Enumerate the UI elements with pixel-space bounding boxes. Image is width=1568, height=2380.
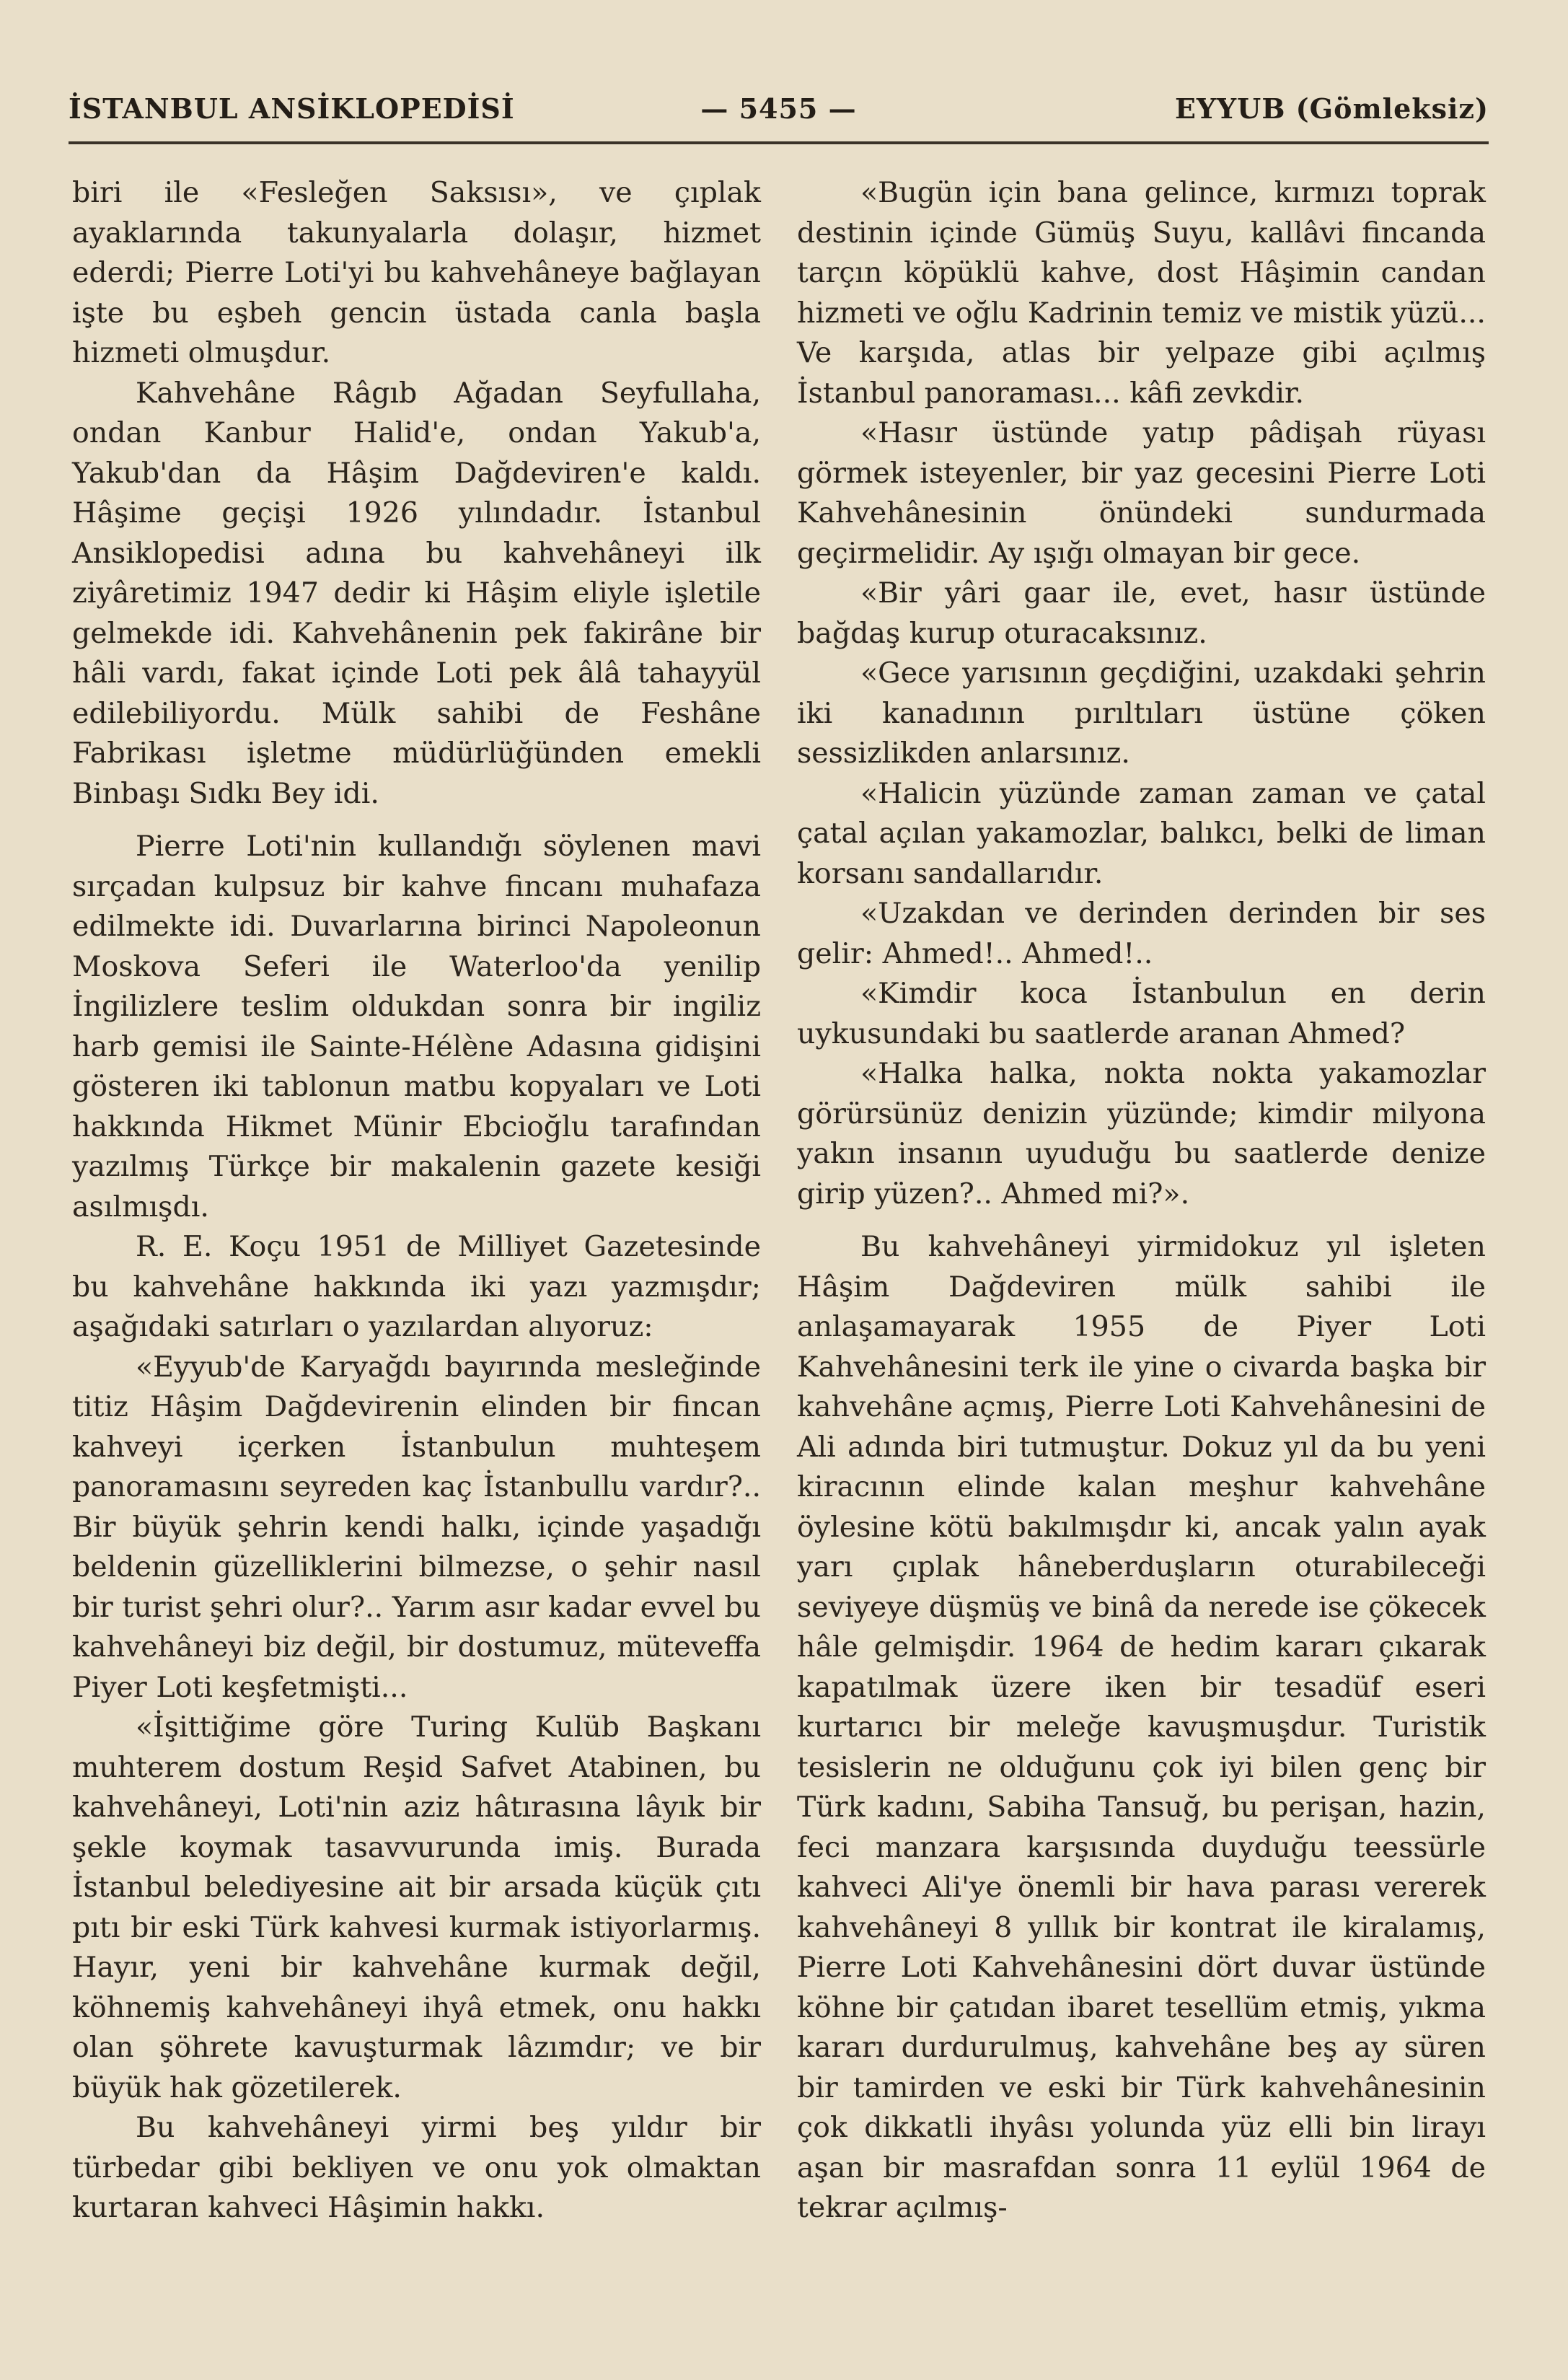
header-page-number: — 5455 —: [700, 92, 857, 125]
header-entry-title: EYYUB (Gömleksiz): [1174, 92, 1489, 125]
paragraph: Bu kahvehâneyi yirmi beş yıldır bir türbedar gibi bekliyen ve onu yok olmaktan kurtaran kahveci Hâşimin hakkı.: [72, 2111, 761, 2224]
paragraph: «Halka halka, nokta nokta yakamozlar görürsünüz denizin yüzünde; kimdir milyona yakın insanın uyuduğu bu saatlerde denize girip yüzen?.. Ahmed mi?».: [797, 1057, 1486, 1211]
paragraph: Bu kahvehâneyi yirmidokuz yıl işleten Hâşim Dağdeviren mülk sahibi ile anlaşamayarak 1955 de Piyer Loti Kahvehânesini terk ile yine o civarda başka bir kahvehâne açmış, Pierre Loti Kahvehânesini de Ali adında biri tutmuştur. Dokuz yıl da bu yeni kiracının elinde kalan meşhur kahvehâne öylesine kötü bakılmışdır ki, ancak yalın ayak yarı çıplak hâneberduşların oturabileceği seviyeye düşmüş ve binâ da nerede ise çökecek hâle gelmişdir. 1964 de hedim kararı çıkarak kapatılmak üzere iken bir tesadüf eseri kurtarıcı bir meleğe kavuşmuşdur. Turistik tesislerin ne olduğunu çok iyi bilen genç bir Türk kadını, Sabiha Tansuğ, bu perişan, hazin, feci manzara karşısında duyduğu teessürle kahveci Ali'ye önemli bir hava parası vererek kahvehâneyi 8 yıllık bir kontrat ile kiralamış, Pierre Loti Kahvehânesini dört duvar üstünde köhne bir çatıdan ibaret tesellüm etmiş, yıkma kararı durdurulmuş, kahvehâne beş ay süren bir tamirden ve eski bir Türk kahvehânesinin çok dikkatli ihyâsı yolunda yüz elli bin lirayı aşan bir masrafdan sonra 11 eylül 1964 de tekrar açılmış-: [797, 1230, 1486, 2224]
running-header: [69, 92, 1489, 136]
header-rule: [69, 141, 1489, 144]
paragraph: biri ile «Fesleğen Saksısı», ve çıplak ayaklarında takunyalarla dolaşır, hizmet ederdi; Pierre Loti'yi bu kahvehâneye bağlayan işte bu eşbeh gencin üstada canla başla hizmeti olmuşdur.: [72, 176, 761, 369]
paragraph: Pierre Loti'nin kullandığı söylenen mavi sırçadan kulpsuz bir kahve fincanı muhafaza edilmekte idi. Duvarlarına birinci Napoleonun Moskova Seferi ile Waterloo'da yenilip İngilizlere teslim oldukdan sonra bir ingiliz harb gemisi ile Sainte-Hélène Adasına gidişini gösteren iki tablonun matbu kopyaları ve Loti hakkında Hikmet Münir Ebcioğlu tarafından yazılmış Türkçe bir makalenin gazete kesiği asılmışdı.: [72, 830, 761, 1224]
header-publication-title: İSTANBUL ANSİKLOPEDİSİ: [69, 92, 515, 125]
paragraph: «Uzakdan ve derinden derinden bir ses gelir: Ahmed!.. Ahmed!..: [797, 897, 1486, 970]
paragraph: R. E. Koçu 1951 de Milliyet Gazetesinde bu kahvehâne hakkında iki yazı yazmışdır; aşağıdaki satırları o yazılardan alıyoruz:: [72, 1230, 761, 1343]
paragraph: Kahvehâne Râgıb Ağadan Seyfullaha, ondan Kanbur Halid'e, ondan Yakub'a, Yakub'dan da Hâşim Dağdeviren'e kaldı. Hâşime geçişi 1926 yılındadır. İstanbul Ansiklopedisi adına bu kahvehâneyi ilk ziyâretimiz 1947 dedir ki Hâşim eliyle işletile gelmekde idi. Kahvehânenin pek fakirâne bir hâli vardı, fakat içinde Loti pek âlâ tahayyül edilebiliyordu. Mülk sahibi de Feshâne Fabrikası işletme müdürlüğünden emekli Binbaşı Sıdkı Bey idi.: [72, 376, 761, 810]
paragraph: «Hasır üstünde yatıp pâdişah rüyası görmek isteyenler, bir yaz gecesini Pierre Loti Kahvehânesinin önündeki sundurmada geçirmelidir. Ay ışığı olmayan bir gece.: [797, 416, 1486, 570]
paragraph: «Kimdir koca İstanbulun en derin uykusundaki bu saatlerde aranan Ahmed?: [797, 977, 1486, 1050]
paragraph: «Bir yâri gaar ile, evet, hasır üstünde bağdaş kurup oturacaksınız.: [797, 576, 1486, 650]
paragraph: «Halicin yüzünde zaman zaman ve çatal çatal açılan yakamozlar, balıkcı, belki de liman korsanı sandallarıdır.: [797, 776, 1486, 890]
paragraph: «Bugün için bana gelince, kırmızı toprak destinin içinde Gümüş Suyu, kallâvi fincanda tarçın köpüklü kahve, dost Hâşimin candan hizmeti ve oğlu Kadrinin temiz ve mistik yüzü... Ve karşıda, atlas bir yelpaze gibi açılmış İstanbul panoraması... kâfi zevkdir.: [797, 176, 1486, 410]
paragraph: «İşittiğime göre Turing Kulüb Başkanı muhterem dostum Reşid Safvet Atabinen, bu kahvehâneyi, Loti'nin aziz hâtırasına lâyık bir şekle koymak tasavvurunda imiş. Burada İstanbul belediyesine ait bir arsada küçük çıtı pıtı bir eski Türk kahvesi kurmak istiyorlarmış. Hayır, yeni bir kahvehâne kurmak değil, köhnemiş kahvehâneyi ihyâ etmek, onu hakkı olan şöhrete kavuşturmak lâzımdır; ve bir büyük hak gözetilerek.: [72, 1711, 761, 2104]
left-column: [72, 173, 761, 2228]
paragraph: «Eyyub'de Karyağdı bayırında mesleğinde titiz Hâşim Dağdevirenin elinden bir fincan kahveyi içerken İstanbulun muhteşem panoramasını seyreden kaç İstanbullu vardır?.. Bir büyük şehrin kendi halkı, içinde yaşadığı beldenin güzelliklerini bilmezse, o şehir nasıl bir turist şehri olur?.. Yarım asır kadar evvel bu kahvehâneyi biz değil, bir dostumuz, müteveffa Piyer Loti keşfetmişti...: [72, 1350, 761, 1704]
right-column: [797, 173, 1486, 2228]
paragraph: «Gece yarısının geçdiğini, uzakdaki şehrin iki kanadının pırıltıları üstüne çöken sessizlikden anlarsınız.: [797, 657, 1486, 770]
